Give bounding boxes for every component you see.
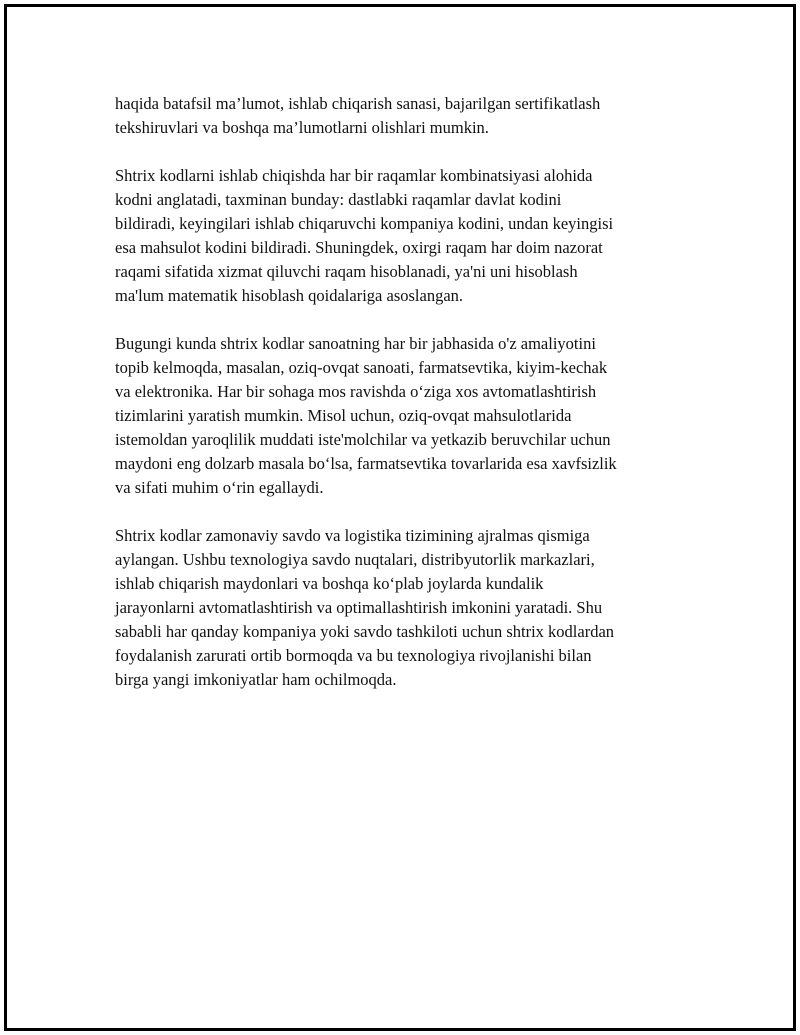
paragraph-4: Shtrix kodlar zamonaviy savdo va logistika tizimining ajralmas qismiga aylangan. Ushbu texnologiya savdo nuqtalari, distribyutorlik markazlari, ishlab chiqarish maydonlari va boshqa ko‘plab joylarda kundalik jarayonlarni avtomatlashtirish va optimallashtirish imkonini yaratadi. Shu sababli har qanday kompaniya yoki savdo tashkiloti uchun shtrix kodlardan foydalanish zarurati ortib bormoqda va bu texnologiya rivojlanishi bilan birga yangi imkoniyatlar ham ochilmoqda. bbox=[115, 526, 615, 689]
paragraph-3: Bugungi kunda shtrix kodlar sanoatning har bir jabhasida o'z amaliyotini topib kelmoqda, masalan, oziq-ovqat sanoati, farmatsevtika, kiyim-kechak va elektronika. Har bir sohaga mos ravishda o‘ziga xos avtomatlashtirish tizimlarini yaratish mumkin. Misol uchun, oziq-ovqat mahsulotlarida istemoldan yaroqlilik muddati iste'molchilar va yetkazib beruvchilar uchun maydoni eng dolzarb masala bo‘lsa, farmatsevtika tovarlarida esa xavfsizlik va sifati muhim o‘rin egallaydi. bbox=[115, 334, 617, 497]
paragraph-2: Shtrix kodlarni ishlab chiqishda har bir raqamlar kombinatsiyasi alohida kodni anglatadi, taxminan bunday: dastlabki raqamlar davlat kodini bildiradi, keyingilari ishlab chiqaruvchi kompaniya kodini, undan keyingisi esa mahsulot kodini bildiradi. Shuningdek, oxirgi raqam har doim nazorat raqami sifatida xizmat qiluvchi raqam hisoblanadi, ya'ni uni hisoblash ma'lum matematik hisoblash qoidalariga asoslangan. bbox=[115, 166, 614, 305]
document-body bbox=[115, 92, 685, 716]
paragraph-1: haqida batafsil ma’lumot, ishlab chiqarish sanasi, bajarilgan sertifikatlash tekshiruvlari va boshqa ma’lumotlarni olishlari mumkin. bbox=[115, 94, 601, 137]
